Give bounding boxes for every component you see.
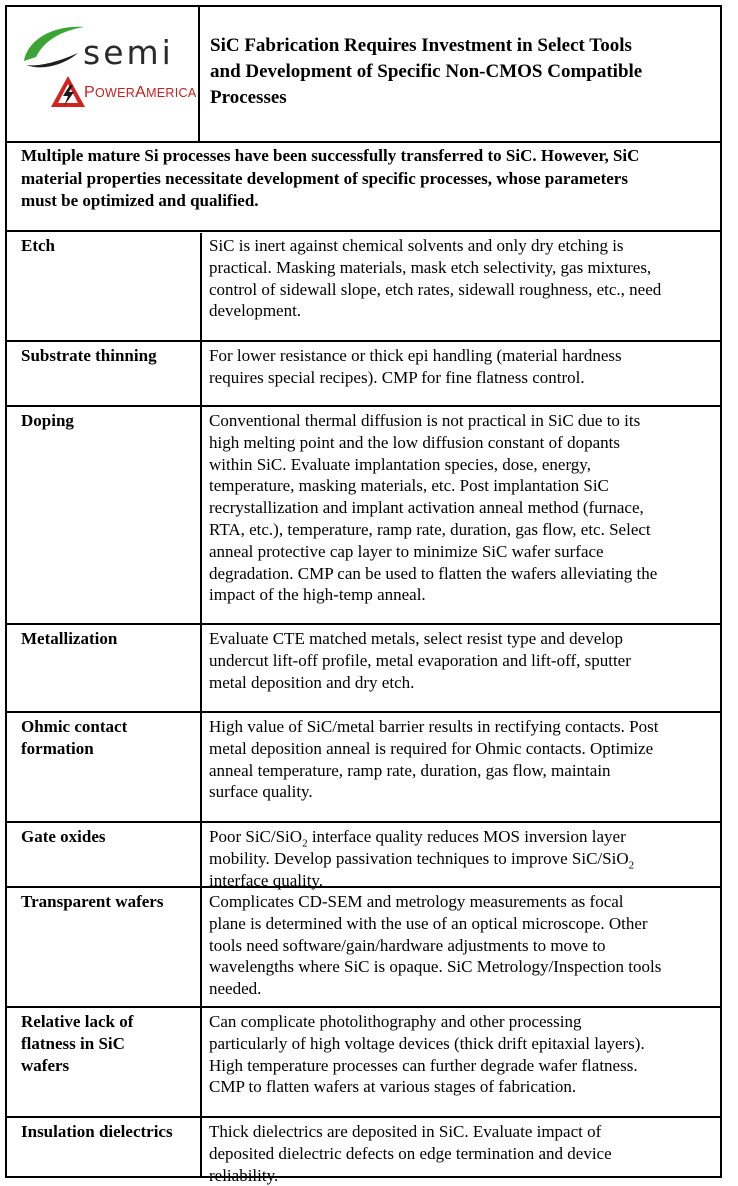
header-row bbox=[7, 7, 720, 143]
power-america-wordmark: POWERAMERICA bbox=[84, 84, 197, 101]
row-label: Ohmic contact formation bbox=[21, 717, 128, 758]
table-row bbox=[7, 405, 720, 623]
table-row bbox=[7, 230, 720, 340]
row-label: Metallization bbox=[21, 629, 118, 648]
row-description: Conventional thermal diffusion is not practical in SiC due to its high melting point and the low diffusion constant of dopants within SiC. Evaluate implantation species, dose, energy, temperature, masking materials, etc. Post implantation SiC recrystallization and implant activation anneal method (furnace, RTA, etc.), temperature, ramp rate, duration, gas flow, etc. Select anneal protective cap layer to minimize SiC wafer surface degradation. CMP can be used to flatten the wafers alleviating the impact of the high-temp anneal. bbox=[209, 411, 658, 605]
row-label: Transparent wafers bbox=[21, 892, 164, 911]
table-row bbox=[7, 1006, 720, 1116]
row-description: Poor SiC/SiO$_2$ interface quality reduces MOS inversion layer mobility. Develop passivation techniques to improve SiC/SiO$_2$ interface quality. bbox=[209, 827, 635, 890]
table-row bbox=[7, 623, 720, 711]
row-description: Can complicate photolithography and other processing particularly of high voltage devices (thick drift epitaxial layers). High temperature processes can further degrade wafer flatness. CMP to flatten wafers at various stages of fabrication. bbox=[209, 1012, 645, 1097]
row-label: Etch bbox=[21, 236, 55, 255]
row-label: Doping bbox=[21, 411, 74, 430]
row-description: Complicates CD-SEM and metrology measurements as focal plane is determined with the use of an optical microscope. Other tools need software/gain/hardware adjustments to move to wavelengths where SiC is opaque. SiC Metrology/Inspection tools needed. bbox=[209, 892, 662, 999]
power-america-logo-icon bbox=[50, 75, 86, 109]
row-description: Evaluate CTE matched metals, select resist type and develop undercut lift-off profile, metal evaporation and lift-off, sputter metal deposition and dry etch. bbox=[209, 629, 631, 692]
row-description: For lower resistance or thick epi handling (material hardness requires special recipes). CMP for fine flatness control. bbox=[209, 346, 622, 387]
row-description: SiC is inert against chemical solvents and only dry etching is practical. Masking materials, mask etch selectivity, gas mixtures, control of sidewall slope, etch rates, sidewall roughness, etc., need development. bbox=[209, 236, 662, 321]
row-label: Substrate thinning bbox=[21, 346, 157, 365]
row-description: Thick dielectrics are deposited in SiC. Evaluate impact of deposited dielectric defects on edge termination and device reliability. bbox=[209, 1122, 612, 1185]
row-label: Insulation dielectrics bbox=[21, 1122, 173, 1141]
table-row bbox=[7, 1116, 720, 1185]
table-row bbox=[7, 821, 720, 890]
semi-wordmark: semi bbox=[83, 33, 174, 72]
page-title: SiC Fabrication Requires Investment in Select Tools and Development of Specific Non-CMOS Compatible Processes bbox=[210, 35, 643, 108]
table-row bbox=[7, 340, 720, 405]
table-row bbox=[7, 886, 720, 1006]
row-label: Relative lack of flatness in SiC wafers bbox=[21, 1012, 134, 1075]
semi-swoosh-icon bbox=[20, 21, 88, 69]
row-description: High value of SiC/metal barrier results in rectifying contacts. Post metal deposition anneal is required for Ohmic contacts. Optimize anneal temperature, ramp rate, duration, gas flow, maintain surface quality. bbox=[209, 717, 659, 802]
logo-cell bbox=[7, 7, 200, 141]
table-row bbox=[7, 711, 720, 821]
row-label: Gate oxides bbox=[21, 827, 106, 846]
intro-text: Multiple mature Si processes have been successfully transferred to SiC. However, SiC material properties necessitate development of specific processes, whose parameters must be optimized and qualified. bbox=[21, 146, 640, 210]
process-table bbox=[5, 5, 722, 1185]
